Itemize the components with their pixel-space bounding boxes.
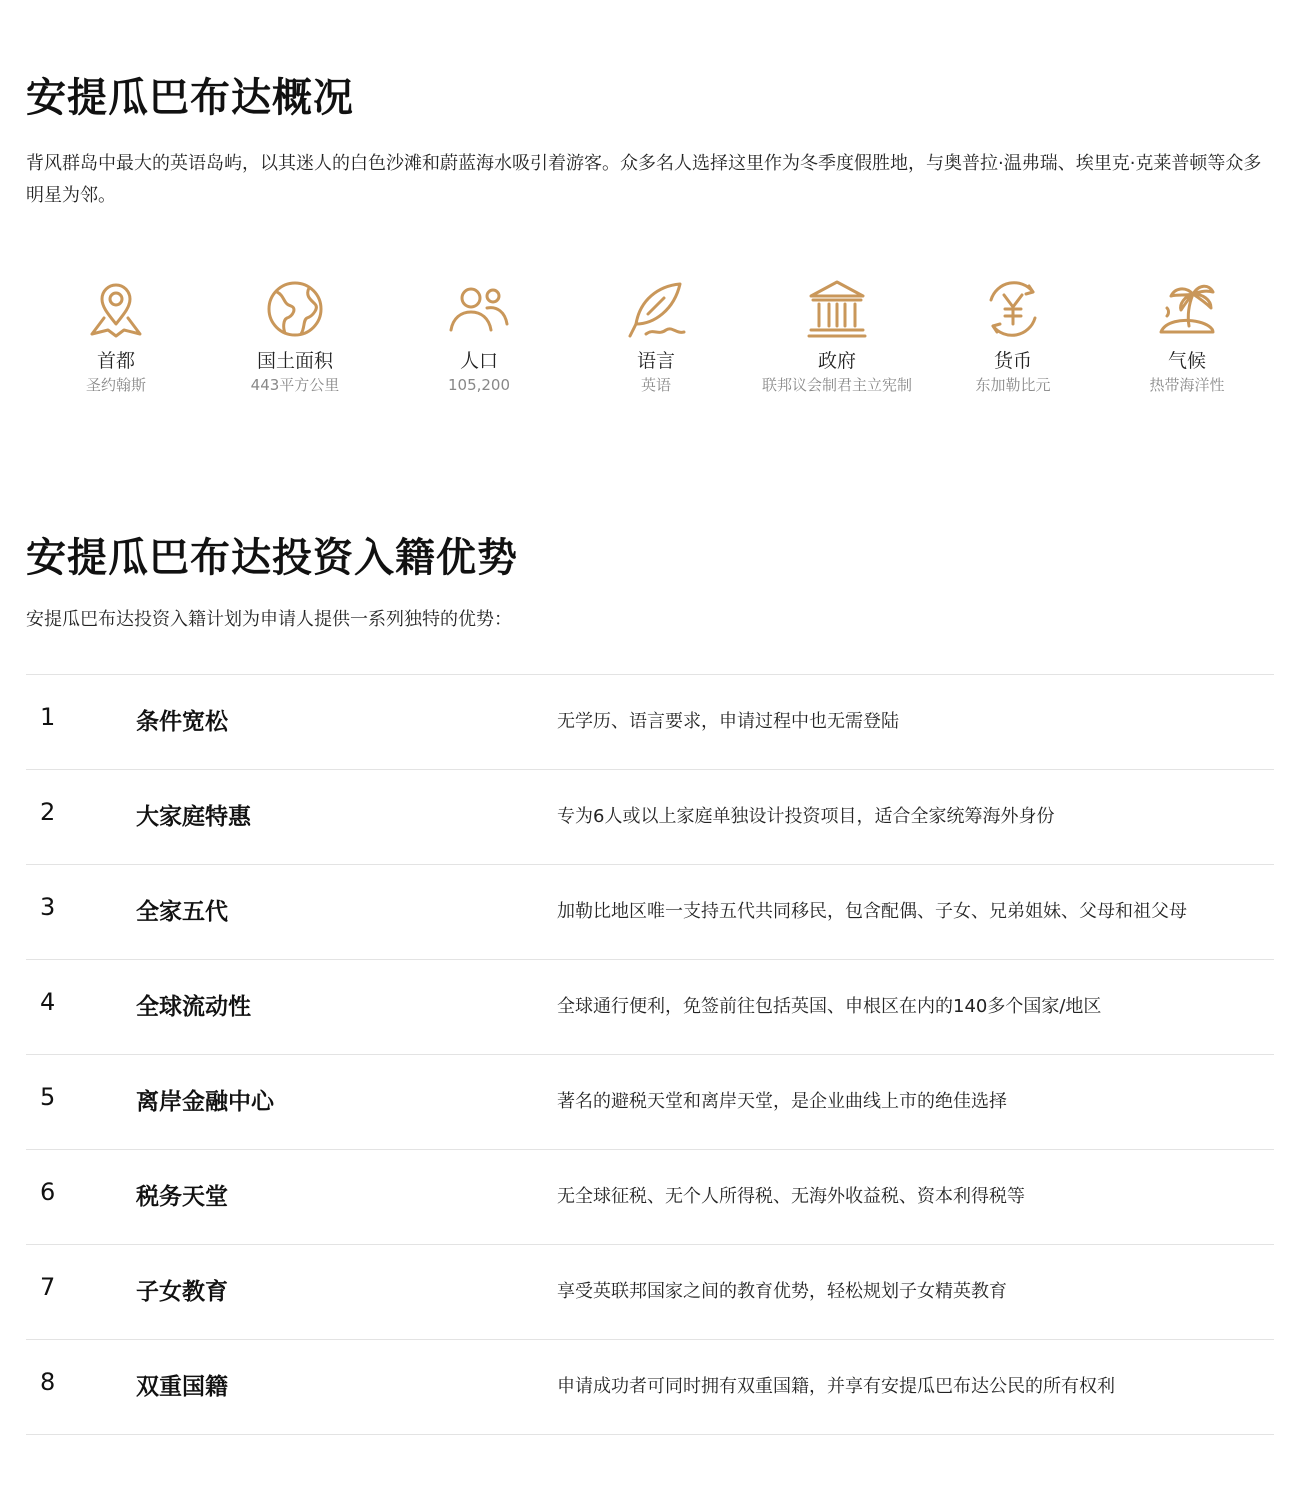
fact-label: 货币 (993, 350, 1032, 372)
row-description: 无学历、语言要求，申请过程中也无需登陆 (557, 711, 899, 732)
row-title: 离岸金融中心 (136, 1089, 274, 1115)
row-description: 专为6人或以上家庭单独设计投资项目，适合全家统筹海外身份 (557, 806, 1055, 827)
row-number: 8 (40, 1368, 56, 1396)
overview-description: 背风群岛中最大的英语岛屿，以其迷人的白色沙滩和蔚蓝海水吸引着游客。众多名人选择这里作为冬季度假胜地，与奥普拉·温弗瑞、埃里克·克莱普顿等众多明星为邻。 (26, 153, 1262, 206)
row-number: 2 (40, 798, 56, 826)
row-title: 双重国籍 (136, 1374, 228, 1400)
row-number: 4 (40, 988, 56, 1016)
table-row (26, 960, 1274, 1055)
row-description: 申请成功者可同时拥有双重国籍，并享有安提瓜巴布达公民的所有权利 (557, 1376, 1115, 1397)
fact-value: 圣约翰斯 (85, 376, 146, 394)
row-number: 5 (40, 1083, 56, 1111)
table-row (26, 770, 1274, 865)
fact-value: 英语 (640, 376, 671, 394)
fact-value: 443平方公里 (250, 376, 340, 394)
table-row (26, 675, 1274, 770)
row-description: 全球通行便利，免签前往包括英国、申根区在内的140多个国家/地区 (557, 996, 1102, 1017)
row-description: 享受英联邦国家之间的教育优势，轻松规划子女精英教育 (557, 1281, 1007, 1302)
fact-label: 语言 (636, 350, 675, 372)
row-title: 条件宽松 (136, 709, 228, 735)
row-number: 3 (40, 893, 56, 921)
row-number: 6 (40, 1178, 56, 1206)
government-building-icon (805, 278, 869, 340)
table-row (26, 1150, 1274, 1245)
table-row (26, 1340, 1274, 1435)
row-number: 7 (40, 1273, 56, 1301)
fact-label: 首都 (96, 350, 135, 372)
table-row (26, 865, 1274, 960)
row-title: 全球流动性 (136, 994, 251, 1020)
advantages-intro: 安提瓜巴布达投资入籍计划为申请人提供一系列独特的优势： (26, 609, 512, 630)
people-icon (447, 278, 511, 340)
fact-population (379, 278, 579, 396)
row-number: 1 (40, 703, 56, 731)
palm-island-icon (1155, 278, 1219, 340)
row-title: 大家庭特惠 (136, 804, 251, 830)
fact-label: 国土面积 (256, 350, 333, 372)
fact-label: 人口 (459, 350, 498, 372)
fact-label: 气候 (1167, 350, 1206, 372)
fact-value: 105,200 (447, 376, 511, 394)
fact-government (737, 278, 937, 396)
table-row (26, 1055, 1274, 1150)
row-title: 子女教育 (136, 1279, 228, 1305)
fact-label: 政府 (817, 350, 856, 372)
row-title: 税务天堂 (136, 1184, 228, 1210)
fact-area (195, 278, 395, 396)
fact-climate (1087, 278, 1287, 396)
fact-value: 联邦议会制君主立宪制 (761, 376, 912, 394)
fact-language (556, 278, 756, 396)
facts-row (26, 278, 1274, 408)
fact-value: 东加勒比元 (975, 376, 1051, 394)
fact-currency (913, 278, 1113, 396)
map-pin-icon (84, 278, 148, 340)
globe-icon (263, 278, 327, 340)
row-description: 加勒比地区唯一支持五代共同移民，包含配偶、子女、兄弟姐妹、父母和祖父母 (557, 901, 1187, 922)
fact-capital (16, 278, 216, 396)
row-title: 全家五代 (136, 899, 228, 925)
overview-title: 安提瓜巴布达概况 (26, 75, 354, 121)
fact-value: 热带海洋性 (1149, 376, 1225, 394)
table-row (26, 1245, 1274, 1340)
row-description: 无全球征税、无个人所得税、无海外收益税、资本利得税等 (557, 1186, 1025, 1207)
row-description: 著名的避税天堂和离岸天堂，是企业曲线上市的绝佳选择 (557, 1091, 1007, 1112)
advantages-title: 安提瓜巴布达投资入籍优势 (26, 535, 518, 581)
feather-icon (624, 278, 688, 340)
yen-coin-icon (981, 278, 1045, 340)
advantages-table (26, 674, 1274, 1435)
